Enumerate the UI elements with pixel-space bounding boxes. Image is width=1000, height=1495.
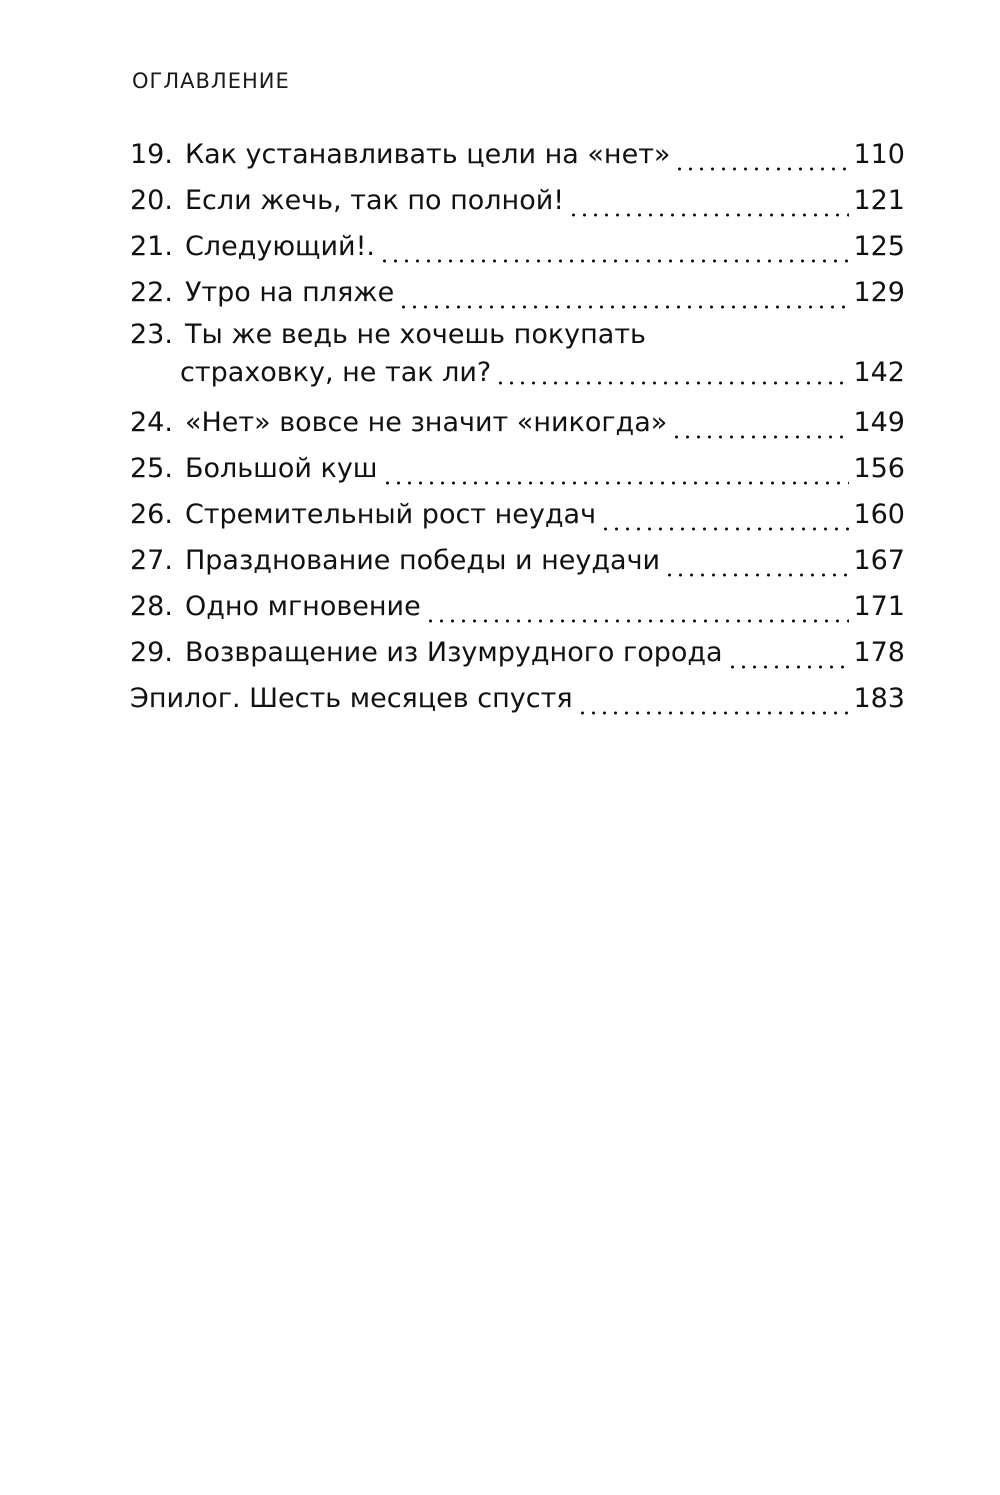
dot-leader	[382, 480, 850, 486]
entry-title: Эпилог. Шесть месяцев спустя	[130, 683, 573, 714]
dot-leader	[671, 434, 849, 440]
dot-leader	[664, 572, 849, 578]
dot-leader	[379, 258, 849, 264]
entry-page: 149	[853, 407, 905, 438]
entry-number: 23.	[130, 319, 173, 350]
entry-title-line-2: страховку, не так ли?	[180, 357, 492, 388]
toc-entry-21	[130, 224, 905, 270]
entry-title: Следующий!.	[184, 231, 375, 262]
entry-page: 183	[853, 683, 905, 714]
toc-entry-22	[130, 270, 905, 316]
dot-leader	[674, 166, 849, 172]
entry-title: Большой куш	[184, 453, 378, 484]
toc-entry-epilogue	[130, 676, 905, 722]
entry-page: 156	[853, 453, 905, 484]
entry-title: Утро на пляже	[184, 277, 395, 308]
dot-leader	[425, 618, 850, 624]
toc-entry-23	[130, 316, 905, 400]
entry-title: Празднование победы и неудачи	[184, 545, 661, 576]
entry-page: 129	[853, 277, 905, 308]
toc-entry-26	[130, 492, 905, 538]
entry-page: 110	[853, 139, 905, 170]
toc-entry-28	[130, 584, 905, 630]
toc-entry-19	[130, 132, 905, 178]
toc-entry-29	[130, 630, 905, 676]
entry-page: 121	[853, 185, 905, 216]
dot-leader	[727, 664, 850, 670]
entry-number: 20.	[130, 185, 173, 216]
dot-leader	[398, 304, 849, 310]
entry-title: Если жечь, так по полной!	[184, 185, 565, 216]
entry-page: 142	[853, 357, 905, 388]
entry-number: 25.	[130, 453, 173, 484]
entry-page: 171	[853, 591, 905, 622]
entry-title: Стремительный рост неудач	[184, 499, 597, 530]
entry-number: 21.	[130, 231, 173, 262]
toc-entry-25	[130, 446, 905, 492]
dot-leader	[600, 526, 849, 532]
dot-leader	[568, 212, 849, 218]
entry-title: Возвращение из Изумрудного города	[184, 637, 723, 668]
entry-number: 28.	[130, 591, 173, 622]
entry-title: «Нет» вовсе не значит «никогда»	[184, 407, 668, 438]
entry-page: 125	[853, 231, 905, 262]
entry-line-2	[130, 354, 905, 392]
table-of-contents	[130, 132, 905, 722]
entry-page: 178	[853, 637, 905, 668]
toc-entry-27	[130, 538, 905, 584]
entry-page: 167	[853, 545, 905, 576]
entry-number: 27.	[130, 545, 173, 576]
entry-number: 26.	[130, 499, 173, 530]
entry-title-line-1: Ты же ведь не хочешь покупать	[184, 319, 646, 350]
entry-number: 24.	[130, 407, 173, 438]
toc-entry-24	[130, 400, 905, 446]
entry-number: 19.	[130, 139, 173, 170]
dot-leader	[495, 380, 849, 386]
running-head: ОГЛАВЛЕНИЕ	[132, 69, 290, 93]
entry-title: Как устанавливать цели на «нет»	[184, 139, 671, 170]
entry-number: 29.	[130, 637, 173, 668]
entry-title: Одно мгновение	[184, 591, 421, 622]
toc-entry-20	[130, 178, 905, 224]
dot-leader	[577, 710, 850, 716]
entry-page: 160	[853, 499, 905, 530]
entry-line-1	[130, 316, 905, 354]
entry-number: 22.	[130, 277, 173, 308]
